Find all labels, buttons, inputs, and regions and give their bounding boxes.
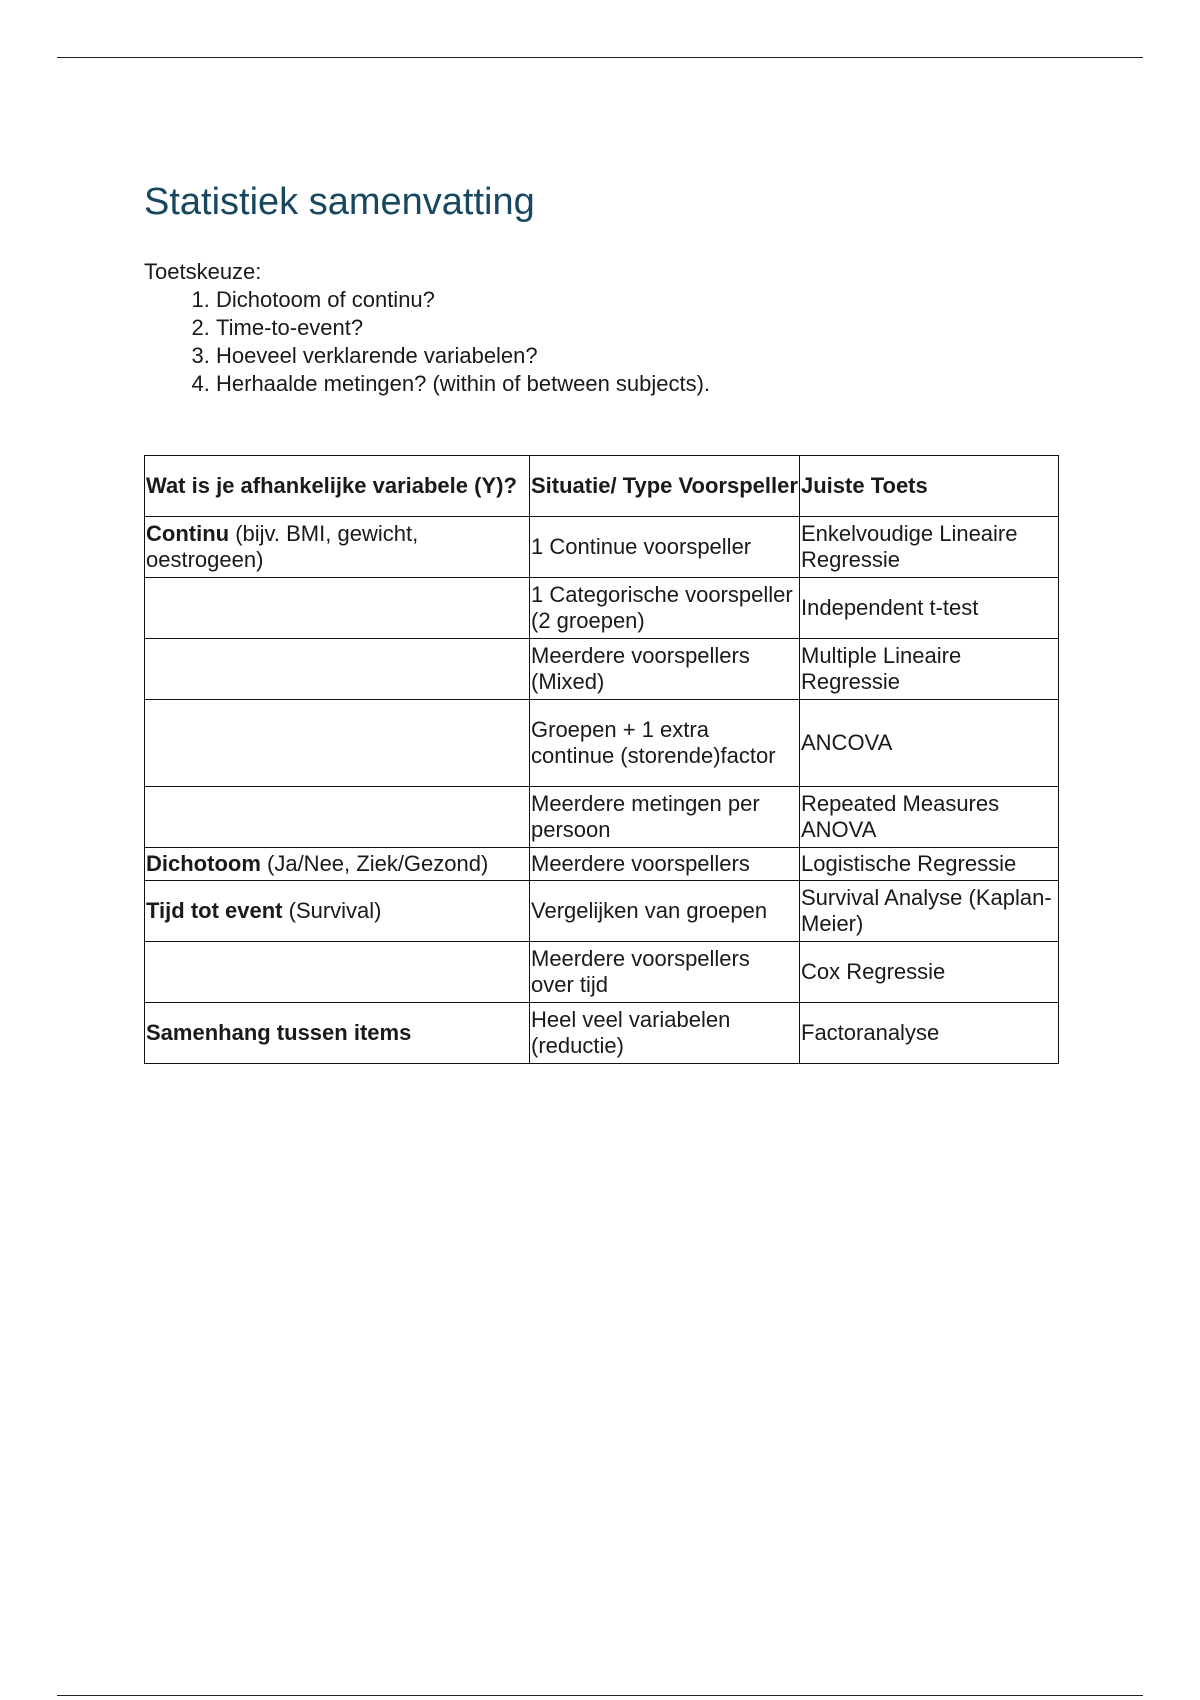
test-selection-table xyxy=(144,455,1059,1064)
test-cell: Cox Regressie xyxy=(800,942,1059,1003)
list-item: 1. Dichotoom of continu? xyxy=(216,286,1064,314)
situation-cell: 1 Continue voorspeller xyxy=(530,517,800,578)
situation-cell: Meerdere voorspellers over tijd xyxy=(530,942,800,1003)
header-correct-test: Juiste Toets xyxy=(800,456,1059,517)
page-footer-rule xyxy=(57,1695,1143,1696)
test-choice-steps xyxy=(144,286,1064,398)
table-row xyxy=(145,881,1059,942)
variable-type: Tijd tot event xyxy=(146,898,283,923)
test-cell: Logistische Regressie xyxy=(800,848,1059,881)
dependent-variable-cell xyxy=(145,578,530,639)
dependent-variable-cell xyxy=(145,787,530,848)
situation-cell: Heel veel variabelen (reductie) xyxy=(530,1003,800,1064)
table-row xyxy=(145,1003,1059,1064)
table-header-row xyxy=(145,456,1059,517)
dependent-variable-cell xyxy=(145,848,530,881)
variable-type: Continu xyxy=(146,521,230,546)
table-row xyxy=(145,639,1059,700)
situation-cell: Groepen + 1 extra continue (storende)factor xyxy=(530,700,800,787)
test-cell: Enkelvoudige Lineaire Regressie xyxy=(800,517,1059,578)
variable-examples: (Ja/Nee, Ziek/Gezond) xyxy=(260,851,489,876)
dependent-variable-cell xyxy=(145,517,530,578)
variable-examples: (Survival) xyxy=(282,898,382,923)
dependent-variable-cell xyxy=(145,700,530,787)
test-cell: Factoranalyse xyxy=(800,1003,1059,1064)
table-row xyxy=(145,942,1059,1003)
document-body xyxy=(144,178,1064,1064)
test-cell: Independent t-test xyxy=(800,578,1059,639)
header-situation: Situatie/ Type Voorspeller xyxy=(530,456,800,517)
variable-type: Samenhang tussen items xyxy=(146,1020,412,1045)
dependent-variable-cell xyxy=(145,942,530,1003)
header-dependent-variable: Wat is je afhankelijke variabele (Y)? xyxy=(145,456,530,517)
intro-text: Toetskeuze: xyxy=(144,259,262,284)
dependent-variable-cell xyxy=(145,639,530,700)
situation-cell: Vergelijken van groepen xyxy=(530,881,800,942)
page-header-rule xyxy=(57,57,1143,58)
list-item: 3. Hoeveel verklarende variabelen? xyxy=(216,342,1064,370)
variable-examples: (bijv. BMI, gewicht, oestrogeen) xyxy=(146,521,419,572)
list-item: 2. Time-to-event? xyxy=(216,314,1064,342)
situation-cell: Meerdere metingen per persoon xyxy=(530,787,800,848)
test-cell: Survival Analyse (Kaplan-Meier) xyxy=(800,881,1059,942)
test-cell: Repeated Measures ANOVA xyxy=(800,787,1059,848)
variable-type: Dichotoom xyxy=(146,851,261,876)
table-row xyxy=(145,578,1059,639)
situation-cell: 1 Categorische voorspeller (2 groepen) xyxy=(530,578,800,639)
document-title: Statistiek samenvatting xyxy=(144,181,535,223)
dependent-variable-cell xyxy=(145,1003,530,1064)
situation-cell: Meerdere voorspellers xyxy=(530,848,800,881)
dependent-variable-cell xyxy=(145,881,530,942)
table-row xyxy=(145,517,1059,578)
table-row xyxy=(145,787,1059,848)
situation-cell: Meerdere voorspellers (Mixed) xyxy=(530,639,800,700)
list-item: 4. Herhaalde metingen? (within of between subjects). xyxy=(216,370,1064,398)
test-cell: Multiple Lineaire Regressie xyxy=(800,639,1059,700)
test-cell: ANCOVA xyxy=(800,700,1059,787)
table-row xyxy=(145,700,1059,787)
table-row xyxy=(145,848,1059,881)
